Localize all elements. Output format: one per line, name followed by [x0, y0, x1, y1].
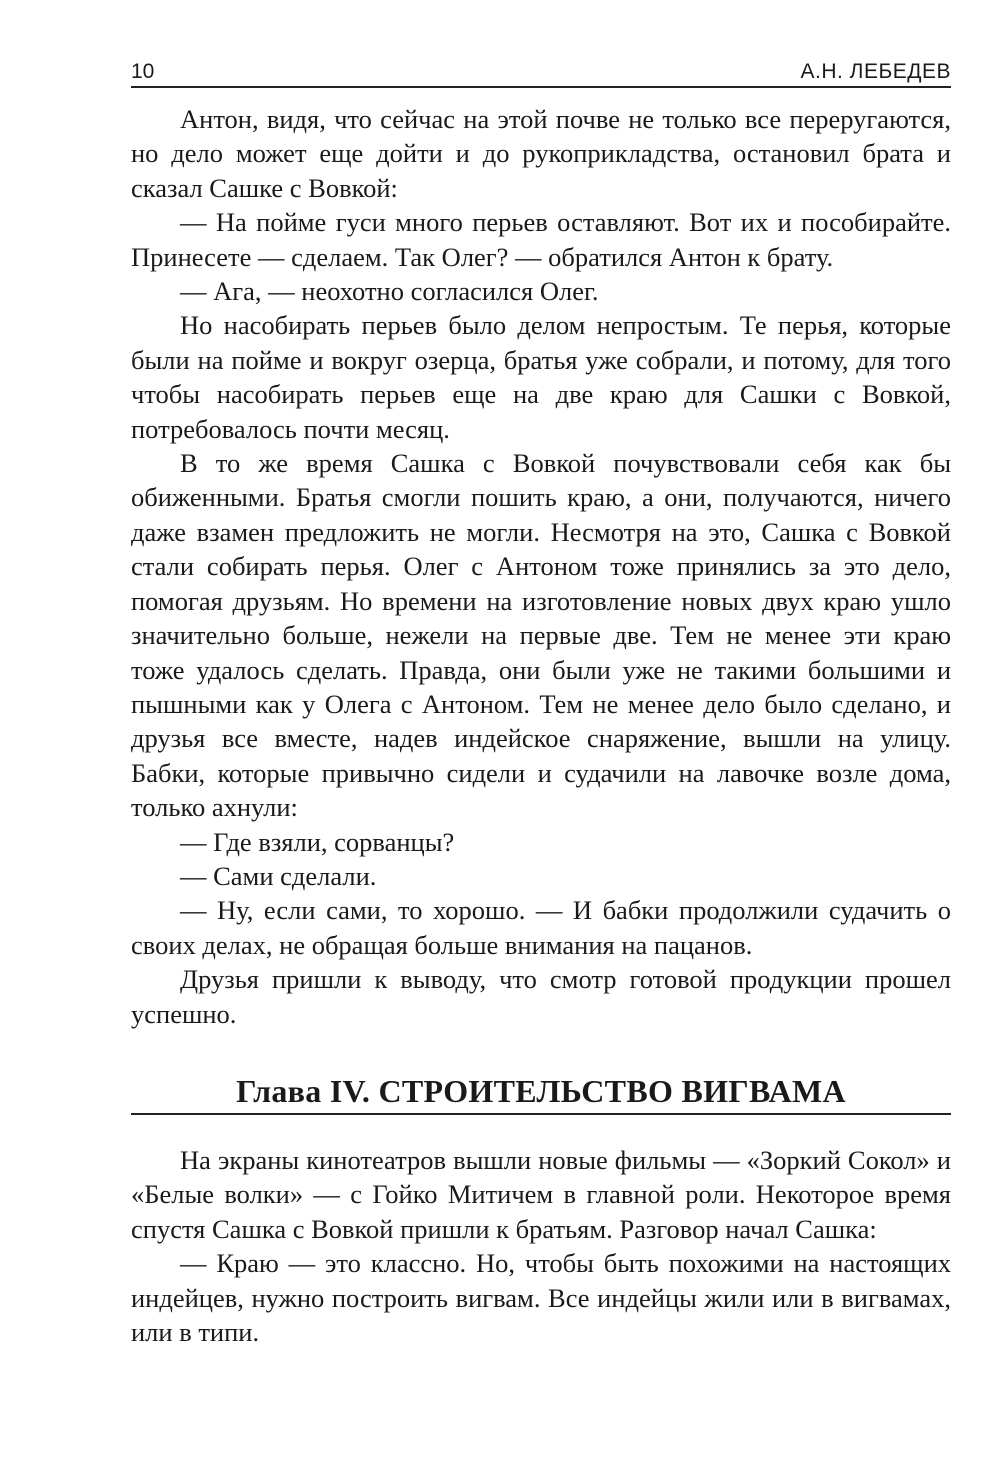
- page-number: 10: [131, 60, 155, 83]
- paragraph: — Краю — это классно. Но, чтобы быть похожими на настоящих индейцев, нужно построить вигвам. Все индейцы жили или в вигвамах, или в типи.: [131, 1248, 951, 1347]
- paragraph: — Сами сделали.: [180, 860, 377, 891]
- paragraph: На экраны кинотеатров вышли новые фильмы — «Зоркий Сокол» и «Белые волки» — с Гойко Митичем в главной роли. Некоторое время спустя Сашка с Вовкой пришли к братьям. Разговор начал Сашка:: [131, 1144, 951, 1244]
- chapter-heading: Глава IV. СТРОИТЕЛЬСТВО ВИГВАМА: [131, 1071, 951, 1115]
- paragraph: Антон, видя, что сейчас на этой почве не только все переругаются, но дело может еще дойти и до рукоприкладства, остановил брата и сказал Сашке с Вовкой:: [131, 104, 951, 203]
- paragraph: — Ну, если сами, то хорошо. — И бабки продолжили судачить о своих делах, не обращая больше внимания на пацанов.: [131, 895, 951, 960]
- section-text: [131, 102, 951, 1031]
- running-head-author: А.Н. ЛЕБЕДЕВ: [800, 60, 951, 83]
- page-header: [131, 58, 951, 88]
- paragraph: Но насобирать перьев было делом непростым. Те перья, которые были на пойме и вокруг озерца, братья уже собрали, и потому, для того чтобы насобирать перьев еще на две краю для Сашки с Вовкой, потребовалось почти месяц.: [131, 310, 951, 444]
- paragraph: — Ага, — неохотно согласился Олег.: [180, 276, 599, 307]
- chapter-text: [131, 1143, 951, 1349]
- paragraph: — На пойме гуси много перьев оставляют. Вот их и пособирайте. Принесете — сделаем. Так Олег? — обратился Антон к брату.: [131, 207, 951, 272]
- paragraph: Друзья пришли к выводу, что смотр готовой продукции прошел успешно.: [131, 964, 951, 1029]
- paragraph: — Где взяли, сорванцы?: [180, 826, 455, 857]
- book-page: [131, 58, 951, 1349]
- paragraph: В то же время Сашка с Вовкой почувствовали себя как бы обиженными. Братья смогли пошить краю, а они, получаются, ничего даже взамен предложить не могли. Несмотря на это, Сашка с Вовкой стали собирать перья. Олег с Антоном тоже принялись за это дело, помогая друзьям. Но времени на изготовление новых двух краю ушло значительно больше, нежели на первые две. Тем не менее эти краю тоже удалось сделать. Правда, они были уже не такими большими и пышными как у Олега с Антоном. Тем не менее дело было сделано, и друзья все вместе, надев индейское снаряжение, вышли на улицу. Бабки, которые привычно сидели и судачили на лавочке возле дома, только ахнули:: [131, 448, 951, 823]
